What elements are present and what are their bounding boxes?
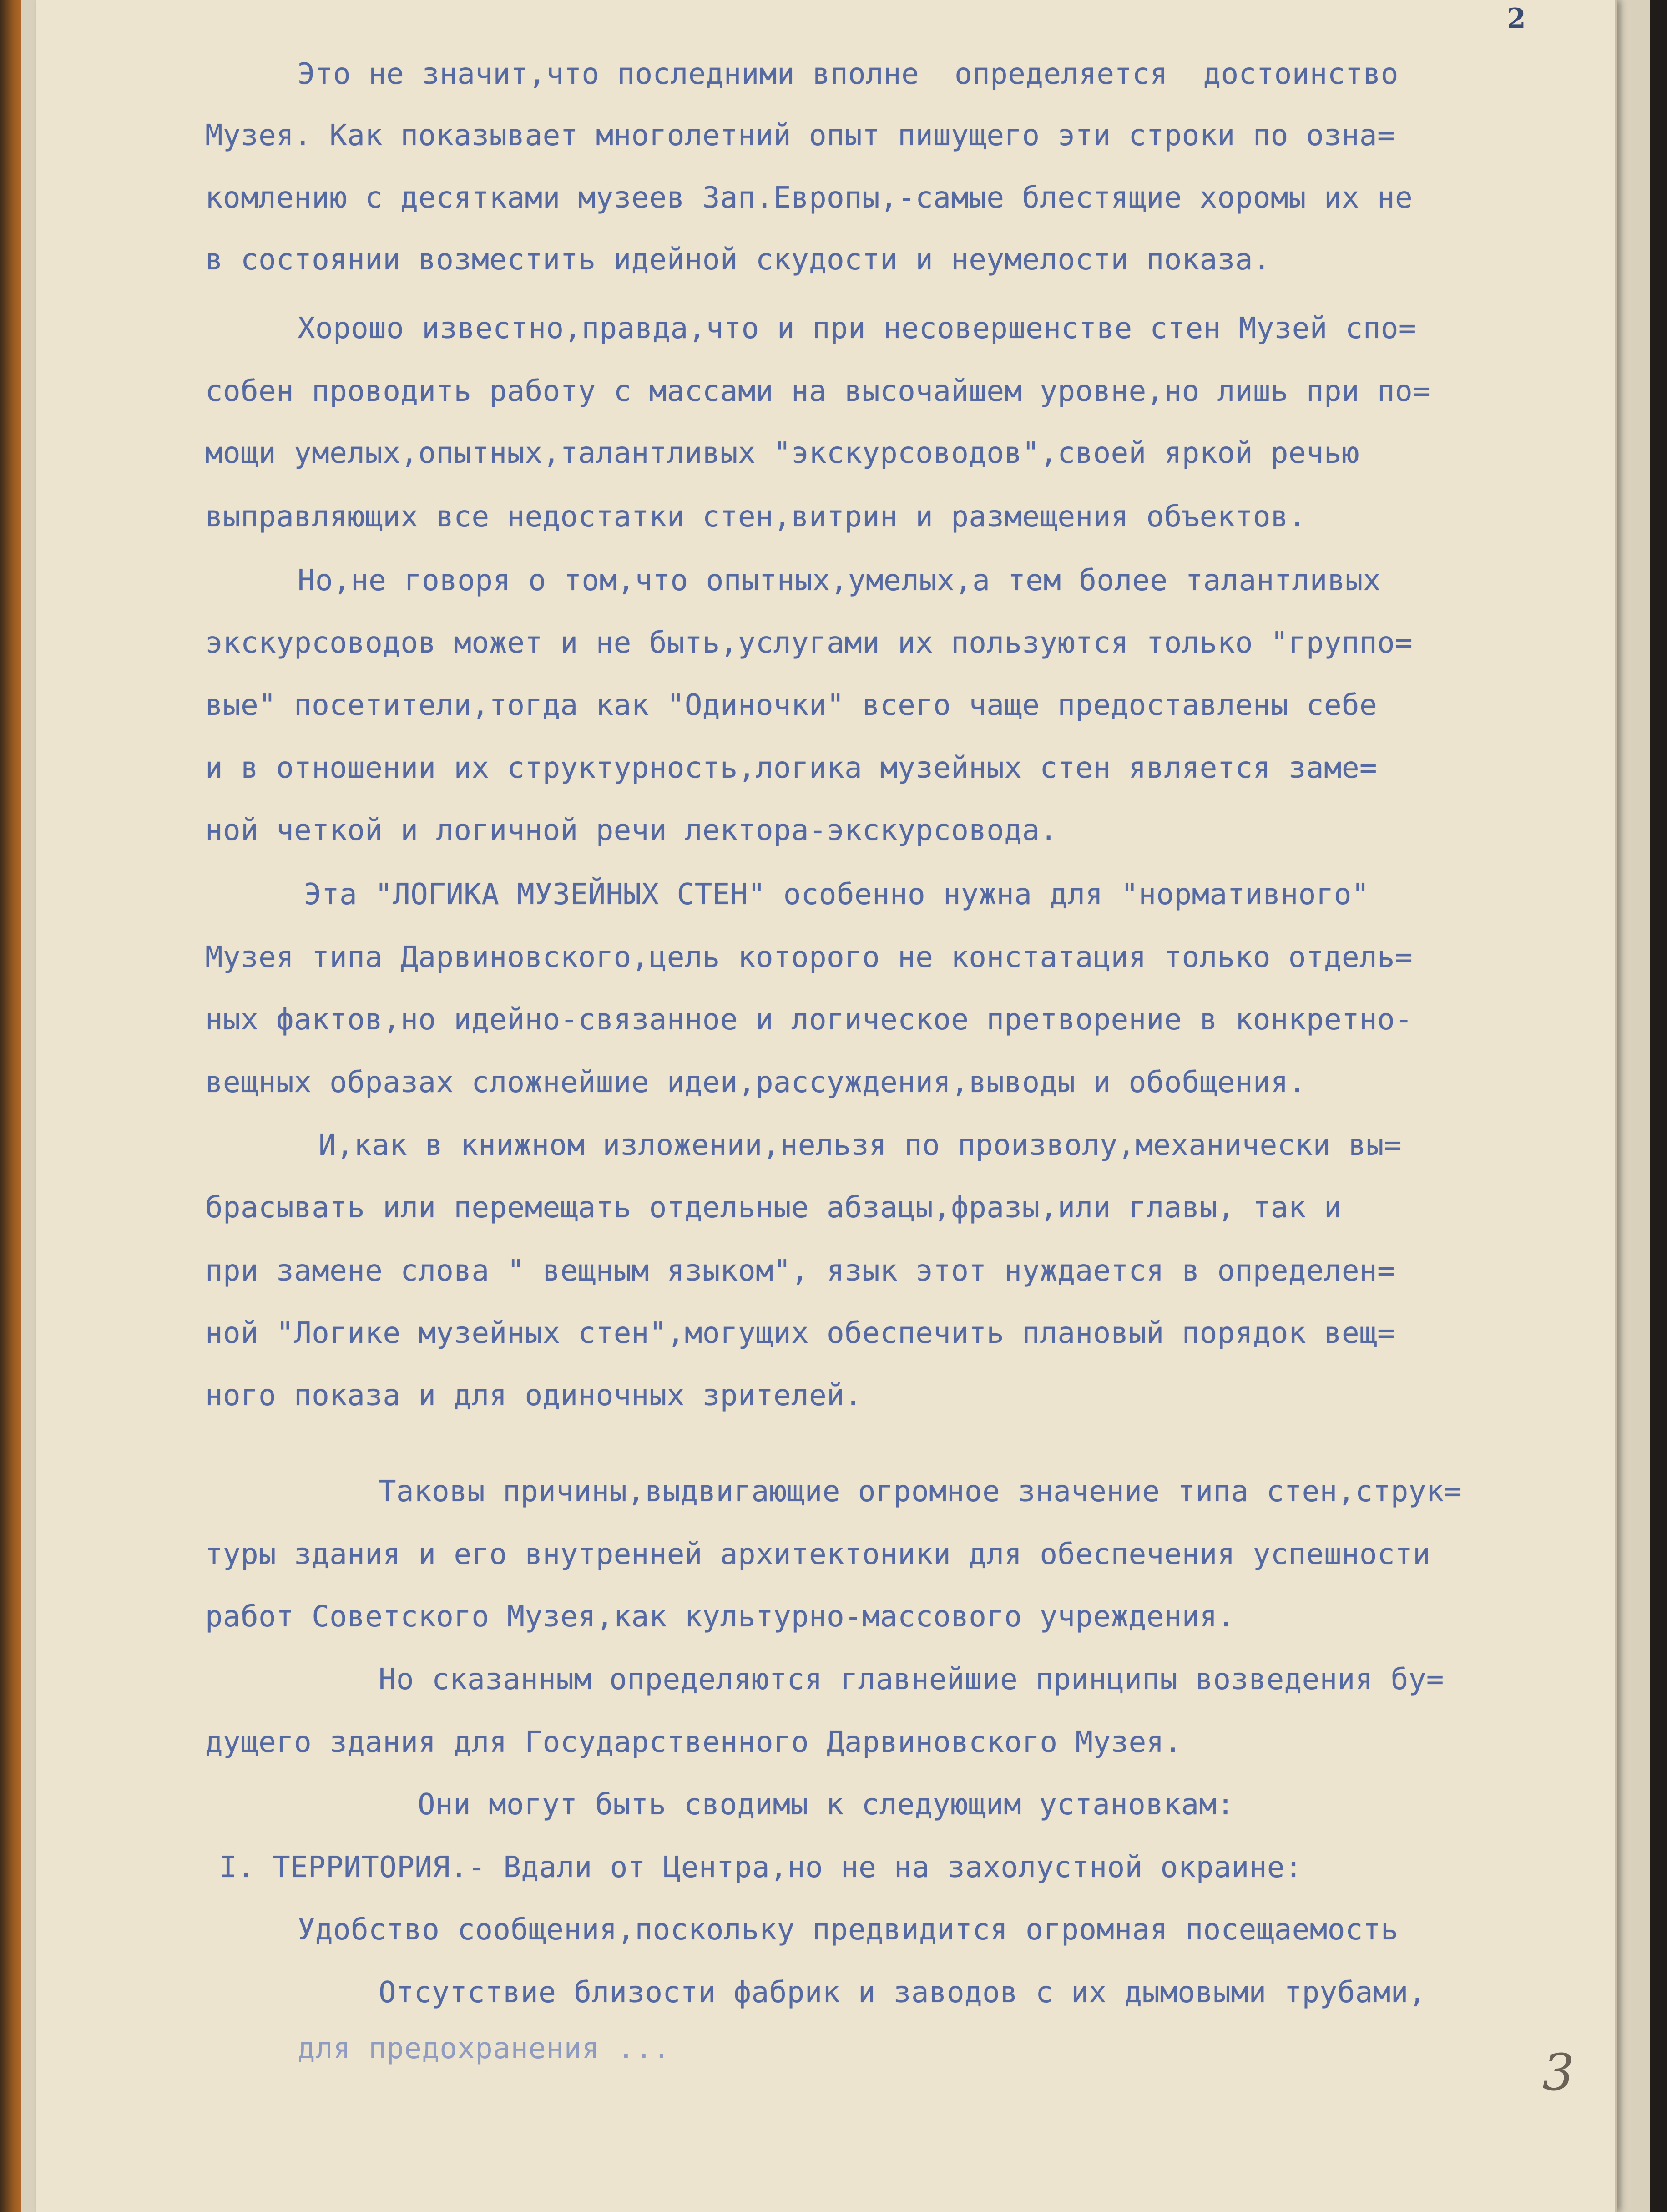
- text-line: I. ТЕРРИТОРИЯ.- Вдали от Центра,но не на захолустной окраине:: [219, 1851, 1303, 1884]
- text-line: Музея типа Дарвиновского,цель которого не констатация только отдель=: [205, 941, 1413, 974]
- text-line: Таковы причины,выдвигающие огромное значение типа стен,струк=: [379, 1475, 1462, 1508]
- text-line: вещных образах сложнейшие идеи,рассуждения,выводы и обобщения.: [205, 1066, 1306, 1099]
- text-line: в состоянии возместить идейной скудости и неумелости показа.: [205, 243, 1271, 277]
- text-line: Они могут быть сводимы к следующим установкам:: [418, 1788, 1235, 1822]
- text-line: ной "Логике музейных стен",могущих обеспечить плановый порядок вещ=: [205, 1316, 1395, 1350]
- text-line: ного показа и для одиночных зрителей.: [205, 1379, 863, 1412]
- text-line: экскурсоводов может и не быть,услугами их пользуются только "группо=: [205, 626, 1413, 660]
- text-line: и в отношении их структурность,логика музейных стен является заме=: [205, 751, 1378, 785]
- typewritten-page: [36, 0, 1617, 2212]
- text-line: Удобство сообщения,поскольку предвидится огромная посещаемость: [298, 1913, 1399, 1947]
- text-line: туры здания и его внутренней архитектоники для обеспечения успешности: [205, 1538, 1431, 1571]
- text-line: Это не значит,что последними вполне определяется достоинство: [298, 57, 1399, 91]
- text-line: Музея. Как показывает многолетний опыт пишущего эти строки по озна=: [205, 119, 1395, 152]
- folio-number: 3: [1542, 2043, 1574, 2101]
- text-line: Но сказанным определяются главнейшие принципы возведения бу=: [379, 1663, 1444, 1696]
- text-line: мощи умелых,опытных,талантливых "экскурсоводов",своей яркой речью: [205, 436, 1360, 470]
- text-line: работ Советского Музея,как культурно-массового учреждения.: [205, 1600, 1235, 1634]
- text-line: выправляющих все недостатки стен,витрин и размещения объектов.: [205, 500, 1306, 534]
- text-line: при замене слова " вещным языком", язык этот нуждается в определен=: [205, 1254, 1395, 1288]
- text-line: дущего здания для Государственного Дарвиновского Музея.: [205, 1726, 1182, 1759]
- page-number: 2: [1507, 3, 1526, 35]
- text-line: Эта "ЛОГИКА МУЗЕЙНЫХ СТЕН" особенно нужна для "нормативного": [304, 878, 1369, 911]
- text-line: И,как в книжном изложении,нельзя по произволу,механически вы=: [318, 1129, 1402, 1162]
- text-line: ной четкой и логичной речи лектора-экскурсовода.: [205, 814, 1058, 847]
- document-body: [36, 0, 1615, 2212]
- text-line: ных фактов,но идейно-связанное и логическое претворение в конкретно-: [205, 1003, 1413, 1037]
- text-line-cut-off: для предохранения ...: [298, 2032, 671, 2065]
- text-line: Но,не говоря о том,что опытных,умелых,а тем более талантливых: [298, 564, 1381, 597]
- text-line: вые" посетители,тогда как "Одиночки" всего чаще предоставлены себе: [205, 688, 1378, 722]
- text-line: комлению с десятками музеев Зап.Европы,-самые блестящие хоромы их не: [205, 181, 1413, 215]
- text-line: Отсутствие близости фабрик и заводов с их дымовыми трубами,: [379, 1976, 1426, 2010]
- text-line: собен проводить работу с массами на высочайшем уровне,но лишь при по=: [205, 375, 1431, 408]
- text-line: брасывать или перемещать отдельные абзацы,фразы,или главы, так и: [205, 1191, 1342, 1225]
- text-line: Хорошо известно,правда,что и при несовершенстве стен Музей спо=: [298, 312, 1416, 345]
